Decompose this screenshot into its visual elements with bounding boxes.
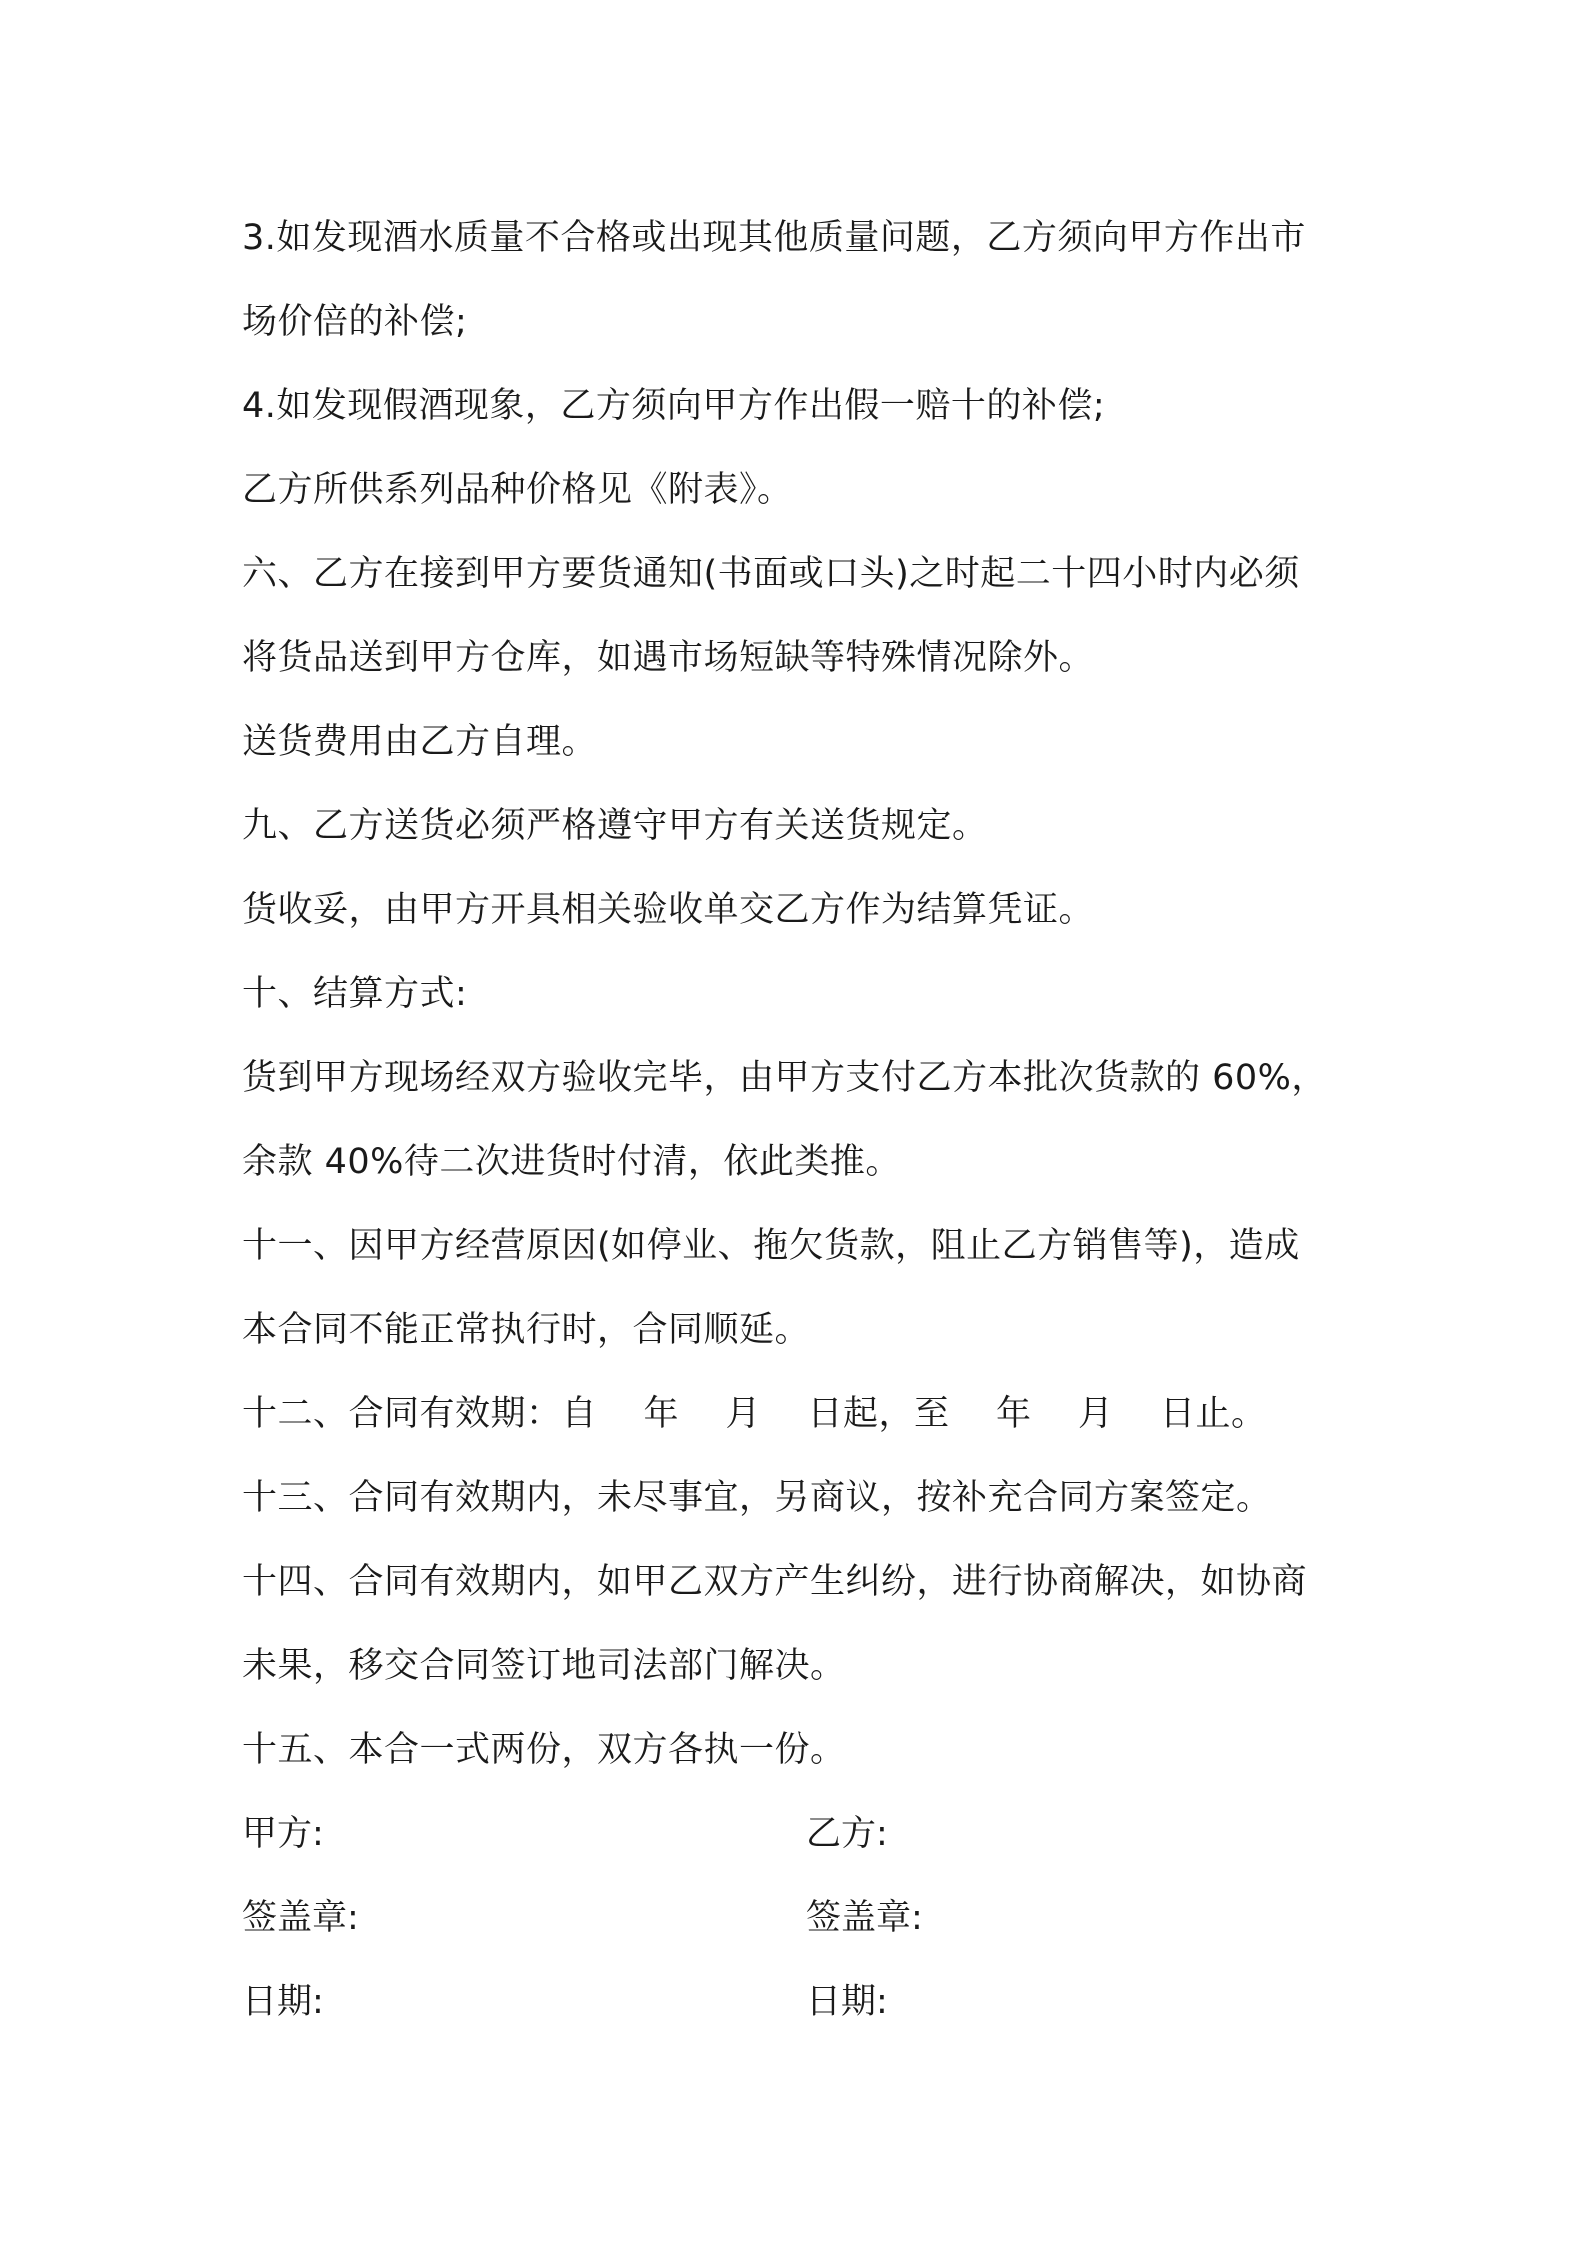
clause-nine-line: 九、乙方送货必须严格遵守甲方有关送货规定。 xyxy=(242,806,988,846)
clause-six-line-1: 六、乙方在接到甲方要货通知(书面或口头)之时起二十四小时内必须 xyxy=(242,554,1300,594)
settlement-line-1: 货到甲方现场经双方验收完毕，由甲方支付乙方本批次货款的 60%， xyxy=(242,1058,1327,1098)
clause-fifteen-line: 十五、本合一式两份，双方各执一份。 xyxy=(242,1730,846,1770)
receipt-note: 货收妥，由甲方开具相关验收单交乙方作为结算凭证。 xyxy=(242,890,1095,930)
clause-4-line: 4.如发现假酒现象，乙方须向甲方作出假一赔十的补偿; xyxy=(242,386,1106,426)
signature-date-row xyxy=(242,1960,1372,2044)
clause-fourteen-line-1: 十四、合同有效期内，如甲乙双方产生纠纷，进行协商解决，如协商 xyxy=(242,1562,1308,1602)
date-a-label: 日期: xyxy=(242,1982,324,2022)
settlement-line-2: 余款 40%待二次进货时付清，依此类推。 xyxy=(242,1142,901,1182)
price-list-note: 乙方所供系列品种价格见《附表》。 xyxy=(242,470,793,510)
document-body xyxy=(242,196,1372,2044)
clause-twelve-line: 十二、合同有效期：自 年 月 日起，至 年 月 日止。 xyxy=(242,1394,1267,1434)
clause-3-line-2: 场价倍的补偿; xyxy=(242,302,468,342)
clause-thirteen-line: 十三、合同有效期内，未尽事宜，另商议，按补充合同方案签定。 xyxy=(242,1478,1272,1518)
signature-seal-row xyxy=(242,1876,1372,1960)
clause-ten-heading: 十、结算方式: xyxy=(242,974,468,1014)
delivery-fee-note: 送货费用由乙方自理。 xyxy=(242,722,598,762)
party-b-label: 乙方: xyxy=(806,1814,888,1854)
clause-eleven-line-2: 本合同不能正常执行时，合同顺延。 xyxy=(242,1310,811,1350)
signature-party-row xyxy=(242,1792,1372,1876)
seal-a-label: 签盖章: xyxy=(242,1898,359,1938)
clause-six-line-2: 将货品送到甲方仓库，如遇市场短缺等特殊情况除外。 xyxy=(242,638,1095,678)
seal-b-label: 签盖章: xyxy=(806,1898,923,1938)
clause-fourteen-line-2: 未果，移交合同签订地司法部门解决。 xyxy=(242,1646,846,1686)
party-a-label: 甲方: xyxy=(242,1814,324,1854)
clause-3-line-1: 3.如发现酒水质量不合格或出现其他质量问题，乙方须向甲方作出市 xyxy=(242,218,1306,258)
clause-eleven-line-1: 十一、因甲方经营原因(如停业、拖欠货款，阻止乙方销售等)，造成 xyxy=(242,1226,1300,1266)
date-b-label: 日期: xyxy=(806,1982,888,2022)
